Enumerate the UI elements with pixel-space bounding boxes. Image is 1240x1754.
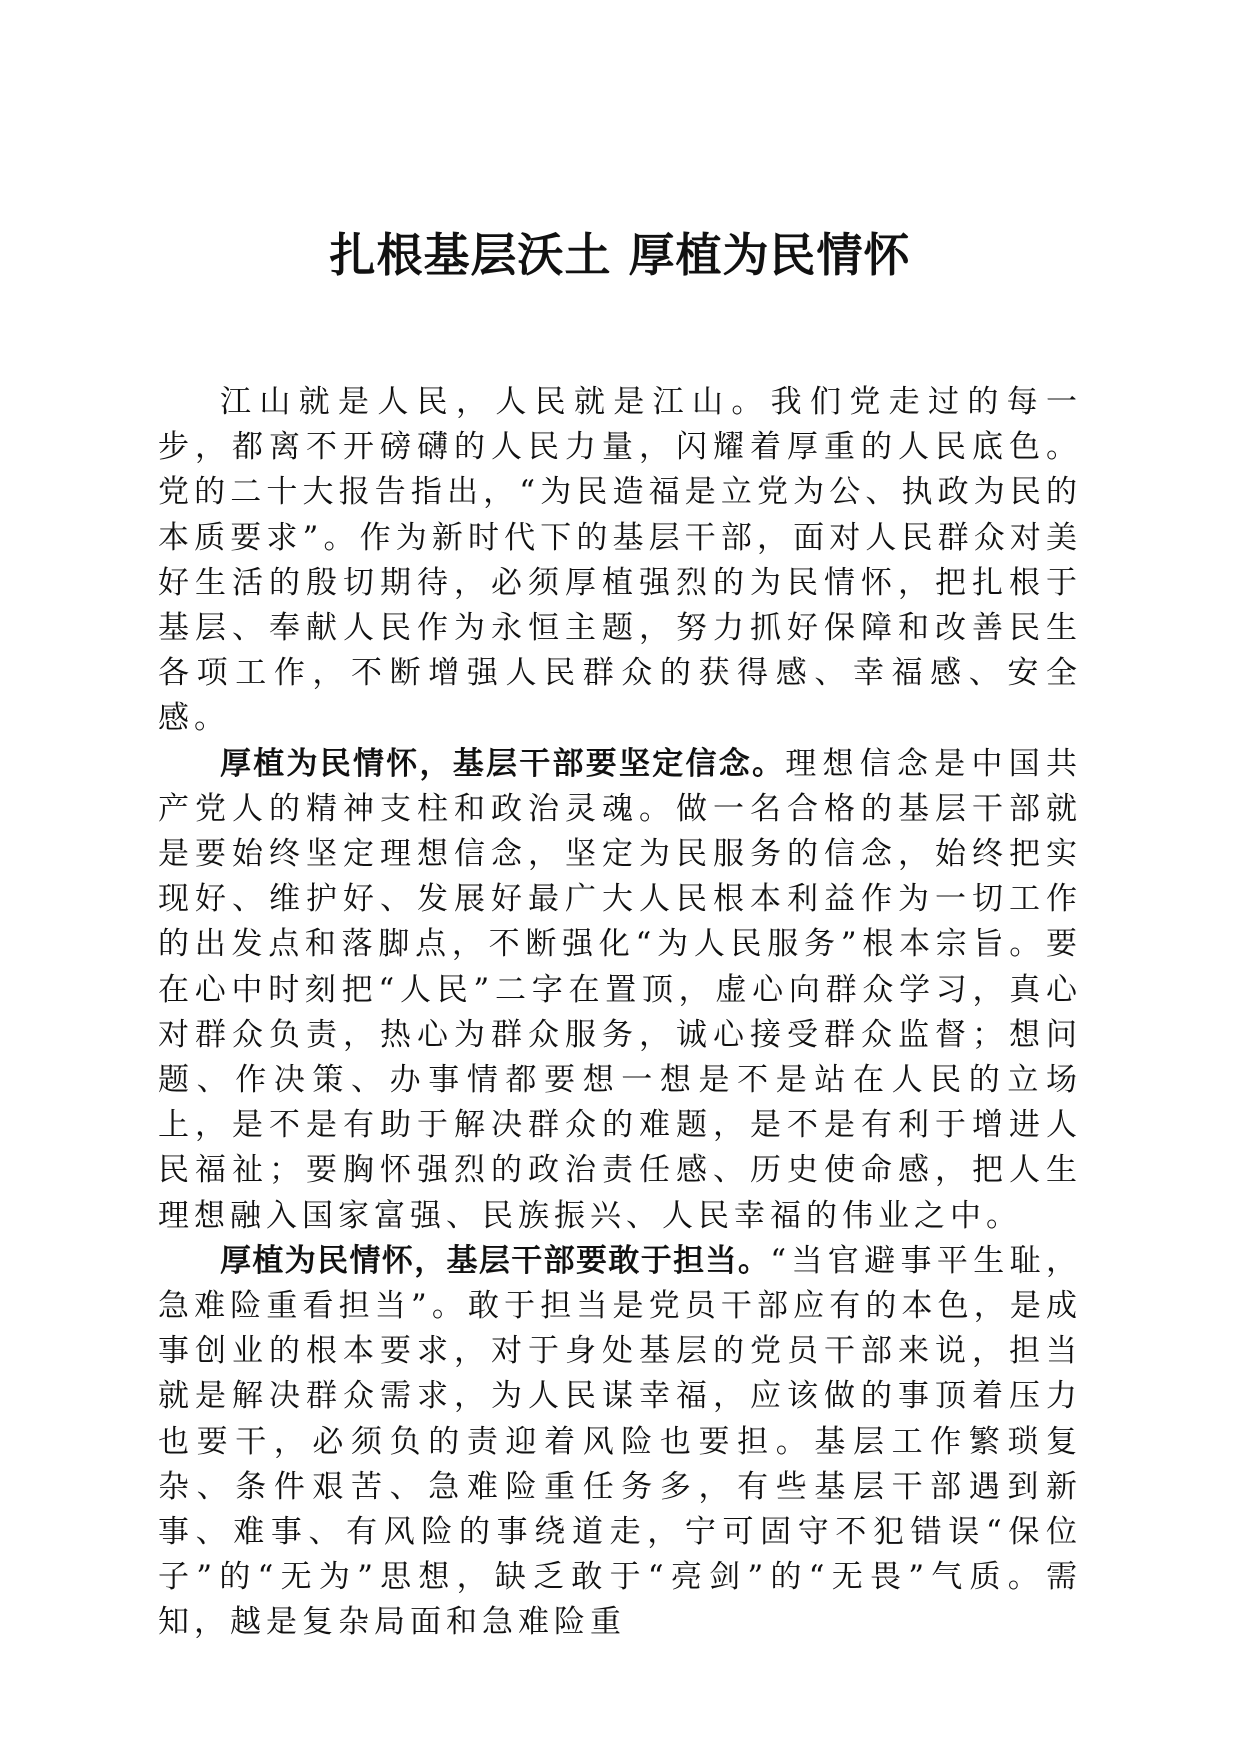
paragraph-lead-heading: 厚植为民情怀，基层干部要敢于担当。 bbox=[220, 1242, 771, 1279]
document-title: 扎根基层沃土 厚植为民情怀 bbox=[329, 228, 911, 282]
paragraph-intro bbox=[158, 380, 1082, 742]
paragraph-take-responsibility bbox=[158, 1239, 1082, 1646]
paragraph-text: 理想信念是中国共产党人的精神支柱和政治灵魂。做一名合格的基层干部就是要始终坚定理想信念，坚定为民服务的信念，始终把实现好、维护好、发展好最广大人民根本利益作为一切工作的出发点和落脚点，不断强化“为人民服务”根本宗旨。要在心中时刻把“人民”二字在置顶，虚心向群众学习，真心对群众负责，热心为群众服务，诚心接受群众监督；想问题、作决策、办事情都要想一想是不是站在人民的立场上，是不是有助于解决群众的难题，是不是有利于增进人民福祉；要胸怀强烈的政治责任感、历史使命感，把人生理想融入国家富强、民族振兴、人民幸福的伟业之中。 bbox=[158, 745, 1082, 1234]
paragraph-firm-belief bbox=[158, 742, 1082, 1239]
paragraph-text: “当官避事平生耻，急难险重看担当”。敢于担当是党员干部应有的本色，是成事创业的根本要求，对于身处基层的党员干部来说，担当就是解决群众需求，为人民谋幸福，应该做的事顶着压力也要干，必须负的责迎着风险也要担。基层工作繁琐复杂、条件艰苦、急难险重任务多，有些基层干部遇到新事、难事、有风险的事绕道走，宁可固守不犯错误“保位子”的“无为”思想，缺乏敢于“亮剑”的“无畏”气质。需知，越是复杂局面和急难险重 bbox=[158, 1242, 1082, 1641]
paragraph-lead-heading: 厚植为民情怀，基层干部要坚定信念。 bbox=[220, 745, 786, 782]
paragraph-text: 江山就是人民，人民就是江山。我们党走过的每一步，都离不开磅礴的人民力量，闪耀着厚重的人民底色。党的二十大报告指出，“为民造福是立党为公、执政为民的本质要求”。作为新时代下的基层干部，面对人民群众对美好生活的殷切期待，必须厚植强烈的为民情怀，把扎根于基层、奉献人民作为永恒主题，努力抓好保障和改善民生各项工作，不断增强人民群众的获得感、幸福感、安全感。 bbox=[158, 384, 1082, 737]
document-body bbox=[158, 380, 1082, 1646]
